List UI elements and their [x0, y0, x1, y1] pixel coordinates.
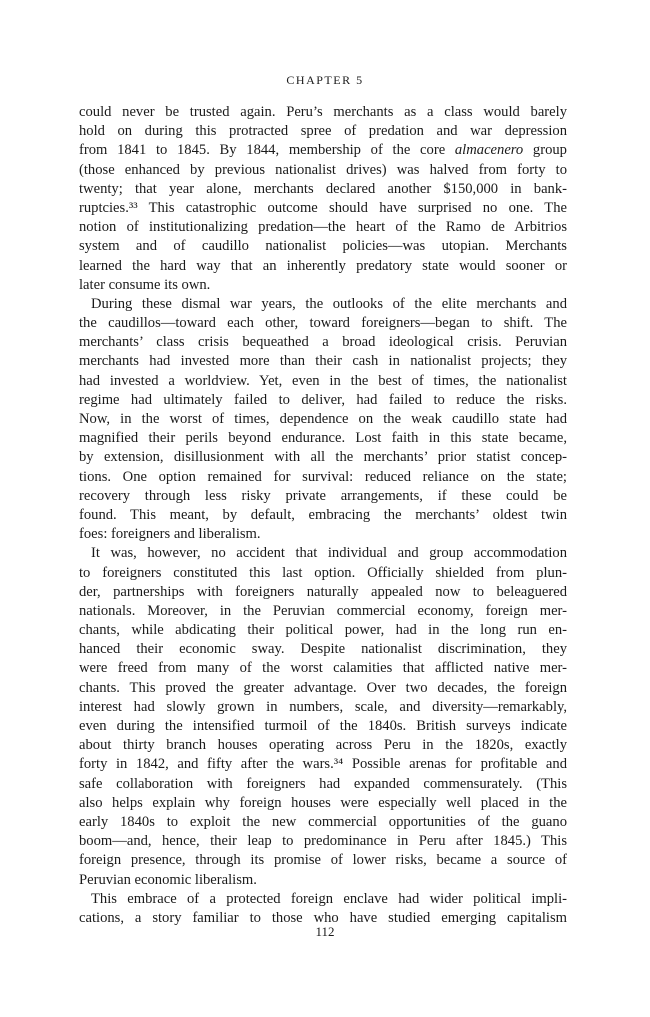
- text-line: der, partnerships with foreigners naturally appealed now to beleaguered: [79, 583, 567, 600]
- text-line: It was, however, no accident that individual and group accommodation: [91, 545, 567, 562]
- text-line: system and of caudillo nationalist policies—was utopian. Merchants: [79, 238, 567, 255]
- page-number: 112: [315, 924, 335, 939]
- text-line: merchants’ class crisis bequeathed a broad ideological crisis. Peruvian: [79, 334, 567, 351]
- text-line: from 1841 to 1845. By 1844, membership of the core almacenero group: [79, 142, 567, 159]
- text-line: merchants had invested more than their cash in nationalist projects; they: [79, 353, 567, 370]
- text-line: (those enhanced by previous nationalist drives) was halved from forty to: [79, 161, 567, 178]
- text-line: Peruvian economic liberalism.: [79, 871, 257, 888]
- text-line: magnified their perils beyond endurance. Lost faith in this state became,: [79, 430, 567, 447]
- text-line: cations, a story familiar to those who have studied emerging capitalism: [79, 909, 567, 926]
- text-line: During these dismal war years, the outlooks of the elite merchants and: [91, 295, 567, 312]
- text-line: tions. One option remained for survival: reduced reliance on the state;: [79, 468, 567, 485]
- text-line: forty in 1842, and fifty after the wars.³⁴ Possible arenas for profitable and: [79, 756, 567, 773]
- italic-term: almacenero: [454, 142, 524, 159]
- text-line: hanced their economic sway. Despite nationalist discrimination, they: [79, 641, 567, 658]
- text-line: also helps explain why foreign houses were especially well placed in the: [79, 794, 567, 811]
- text-line: hold on during this protracted spree of predation and war depression: [79, 123, 567, 140]
- text-line: chants, while abdicating their political power, had in the long run en-: [79, 622, 567, 639]
- text-line: boom—and, hence, their leap to predominance in Peru after 1845.) This: [79, 833, 567, 850]
- text-line: had invested a worldview. Yet, even in the best of times, the nationalist: [79, 372, 567, 389]
- running-head: CHAPTER 5: [286, 73, 364, 87]
- text-line: by extension, disillusionment with all the merchants’ prior statist concep-: [79, 449, 567, 466]
- text-line: Now, in the worst of times, dependence on the weak caudillo state had: [79, 411, 567, 427]
- text-line: even during the intensified turmoil of the 1840s. British surveys indicate: [79, 718, 567, 734]
- text-line: the caudillos—toward each other, toward foreigners—began to shift. The: [79, 315, 567, 332]
- text-line: chants. This proved the greater advantage. Over two decades, the foreign: [79, 679, 567, 696]
- text-line: were freed from many of the worst calamities that afflicted native mer-: [79, 660, 567, 677]
- text-line: nationals. Moreover, in the Peruvian commercial economy, foreign mer-: [79, 602, 567, 619]
- text-line: twenty; that year alone, merchants declared another $150,000 in bank-: [79, 180, 567, 197]
- text-line: foes: foreigners and liberalism.: [79, 526, 261, 543]
- text-line: safe collaboration with foreigners had expanded commensurately. (This: [79, 775, 567, 792]
- text-line: early 1840s to exploit the new commercial opportunities of the guano: [79, 813, 567, 830]
- body-text: [79, 103, 567, 928]
- text-line: foreign presence, through its promise of lower risks, became a source of: [79, 852, 567, 869]
- text-line: learned the hard way that an inherently predatory state would sooner or: [79, 257, 567, 274]
- text-line: notion of institutionalizing predation—the heart of the Ramo de Arbitrios: [79, 219, 567, 236]
- text-line: to foreigners constituted this last option. Officially shielded from plun-: [79, 564, 567, 581]
- text-line: recovery through less risky private arrangements, if these could be: [79, 487, 567, 504]
- text-line: interest had slowly grown in numbers, scale, and diversity—remarkably,: [79, 698, 567, 715]
- text-line: about thirty branch houses operating across Peru in the 1820s, exactly: [79, 737, 567, 754]
- text-line: later consume its own.: [79, 276, 211, 293]
- text-line: regime had ultimately failed to deliver, had failed to reduce the risks.: [79, 391, 567, 408]
- text-line: ruptcies.³³ This catastrophic outcome should have surprised no one. The: [79, 199, 567, 216]
- text-line: found. This meant, by default, embracing the merchants’ oldest twin: [79, 506, 567, 523]
- text-line: could never be trusted again. Peru’s merchants as a class would barely: [79, 104, 567, 120]
- text-line: This embrace of a protected foreign enclave had wider political impli-: [91, 890, 567, 907]
